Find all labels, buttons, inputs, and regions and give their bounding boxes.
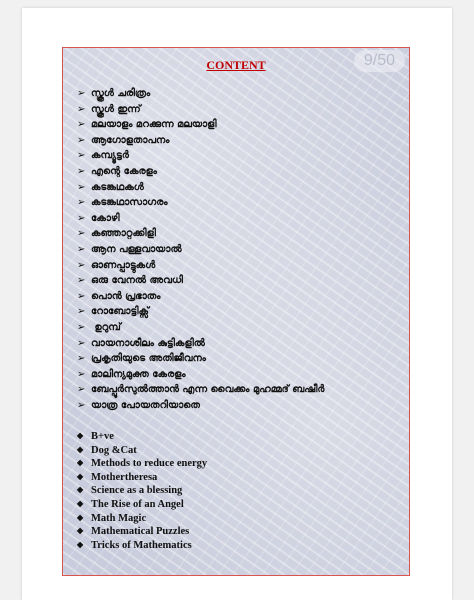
arrow-bullet-icon: ➢ bbox=[77, 353, 86, 365]
arrow-bullet-icon: ➢ bbox=[77, 228, 86, 240]
arrow-bullet-icon: ➢ bbox=[77, 103, 86, 115]
diamond-bullet-icon: ◆ bbox=[77, 512, 84, 522]
arrow-bullet-icon: ➢ bbox=[77, 337, 86, 349]
list-item: ◆ Math Magic bbox=[77, 512, 147, 524]
arrow-bullet-icon: ➢ bbox=[77, 197, 86, 209]
arrow-bullet-icon: ➢ bbox=[77, 212, 86, 224]
diamond-bullet-icon: ◆ bbox=[77, 498, 84, 508]
list-item: ◆ Science as a blessing bbox=[77, 485, 183, 497]
diamond-bullet-icon: ◆ bbox=[77, 431, 84, 440]
arrow-bullet-icon: ➢ bbox=[77, 384, 86, 396]
list-item: ➢ പ്രകൃതിയുടെ അതിജീവനം bbox=[77, 351, 324, 367]
arrow-bullet-icon: ➢ bbox=[77, 275, 86, 287]
arrow-bullet-icon: ➢ bbox=[77, 368, 86, 380]
document-page bbox=[22, 8, 452, 600]
list-item: ➢ കഞ്ഞാറ്റക്കിളി bbox=[77, 226, 324, 242]
list-item: ➢ കോഴി bbox=[77, 211, 324, 227]
page-title: CONTENT bbox=[206, 58, 266, 72]
arrow-bullet-icon: ➢ bbox=[77, 290, 86, 302]
arrow-bullet-icon: ➢ bbox=[77, 259, 86, 271]
diamond-bullet-icon: ◆ bbox=[77, 458, 84, 468]
arrow-bullet-icon: ➢ bbox=[77, 399, 86, 411]
list-item: ➢ റോബോട്ടിക്സ് bbox=[77, 304, 324, 320]
list-item: ◆ B+ve bbox=[77, 431, 114, 442]
list-item: ◆ Mathematical Puzzles bbox=[77, 526, 190, 538]
diamond-bullet-icon: ◆ bbox=[77, 485, 84, 495]
arrow-bullet-icon: ➢ bbox=[77, 134, 86, 146]
list-item: ➢ കടങ്കഥകൾ bbox=[77, 180, 324, 196]
list-item: ➢ ഓണപ്പാട്ടുകൾ bbox=[77, 258, 324, 274]
list-item: ➢ കമ്പ്യൂട്ടർ bbox=[77, 148, 324, 164]
arrow-bullet-icon: ➢ bbox=[77, 165, 86, 177]
list-item: ➢ എന്റെ കേരളം bbox=[77, 164, 324, 180]
page-number-indicator: 9/50 bbox=[354, 50, 405, 72]
diamond-bullet-icon: ◆ bbox=[77, 526, 84, 536]
list-item: ➢ ഒരു വേനൽ അവധി bbox=[77, 273, 324, 289]
list-item: ➢ സ്കൂൾ ചരിത്രം bbox=[77, 86, 324, 102]
list-item: ➢ ആന പള്ളവായാൽ bbox=[77, 242, 324, 258]
list-item: ➢ ബേപ്പൂർസുൽത്താൻ എന്ന വൈക്കം മുഹമ്മദ് ബഷീർ bbox=[77, 382, 324, 398]
list-item: ➢ ഉറുമ്പ് bbox=[77, 320, 324, 336]
diamond-bullet-icon: ◆ bbox=[77, 471, 84, 481]
content-frame bbox=[62, 47, 410, 576]
list-item: ➢ കടങ്കഥാസാഗരം bbox=[77, 195, 324, 211]
english-contents-list bbox=[77, 429, 207, 551]
arrow-bullet-icon: ➢ bbox=[77, 150, 86, 162]
list-item: ➢ മാലിന്യമുക്ത കേരളം bbox=[77, 367, 324, 383]
arrow-bullet-icon: ➢ bbox=[77, 306, 86, 318]
list-item: ➢ യാത്ര പോയതറിയാതെ bbox=[77, 398, 324, 414]
list-item: ➢ സ്കൂൾ ഇന്ന് bbox=[77, 102, 324, 118]
arrow-bullet-icon: ➢ bbox=[77, 119, 86, 131]
list-item: ◆ Mothertheresa bbox=[77, 471, 158, 483]
diamond-bullet-icon: ◆ bbox=[77, 444, 84, 454]
list-item: ➢ വായനാശീലം കുട്ടികളിൽ bbox=[77, 336, 324, 352]
list-item: ◆ The Rise of an Angel bbox=[77, 498, 184, 510]
malayalam-contents-list bbox=[77, 86, 324, 413]
arrow-bullet-icon: ➢ bbox=[77, 181, 86, 193]
list-item: ➢ പൊൻ പ്രഭാതം bbox=[77, 289, 324, 305]
list-item: ➢ മലയാളം മറക്കുന്ന മലയാളി bbox=[77, 117, 324, 133]
list-item: ◆ Methods to reduce energy bbox=[77, 458, 208, 470]
arrow-bullet-icon: ➢ bbox=[77, 88, 86, 99]
arrow-bullet-icon: ➢ bbox=[77, 243, 86, 255]
list-item: ◆ Tricks of Mathematics bbox=[77, 539, 192, 551]
arrow-bullet-icon: ➢ bbox=[77, 321, 86, 333]
diamond-bullet-icon: ◆ bbox=[77, 539, 84, 549]
list-item: ◆ Dog &Cat bbox=[77, 444, 137, 456]
list-item: ➢ ആഗോളതാപനം bbox=[77, 133, 324, 149]
